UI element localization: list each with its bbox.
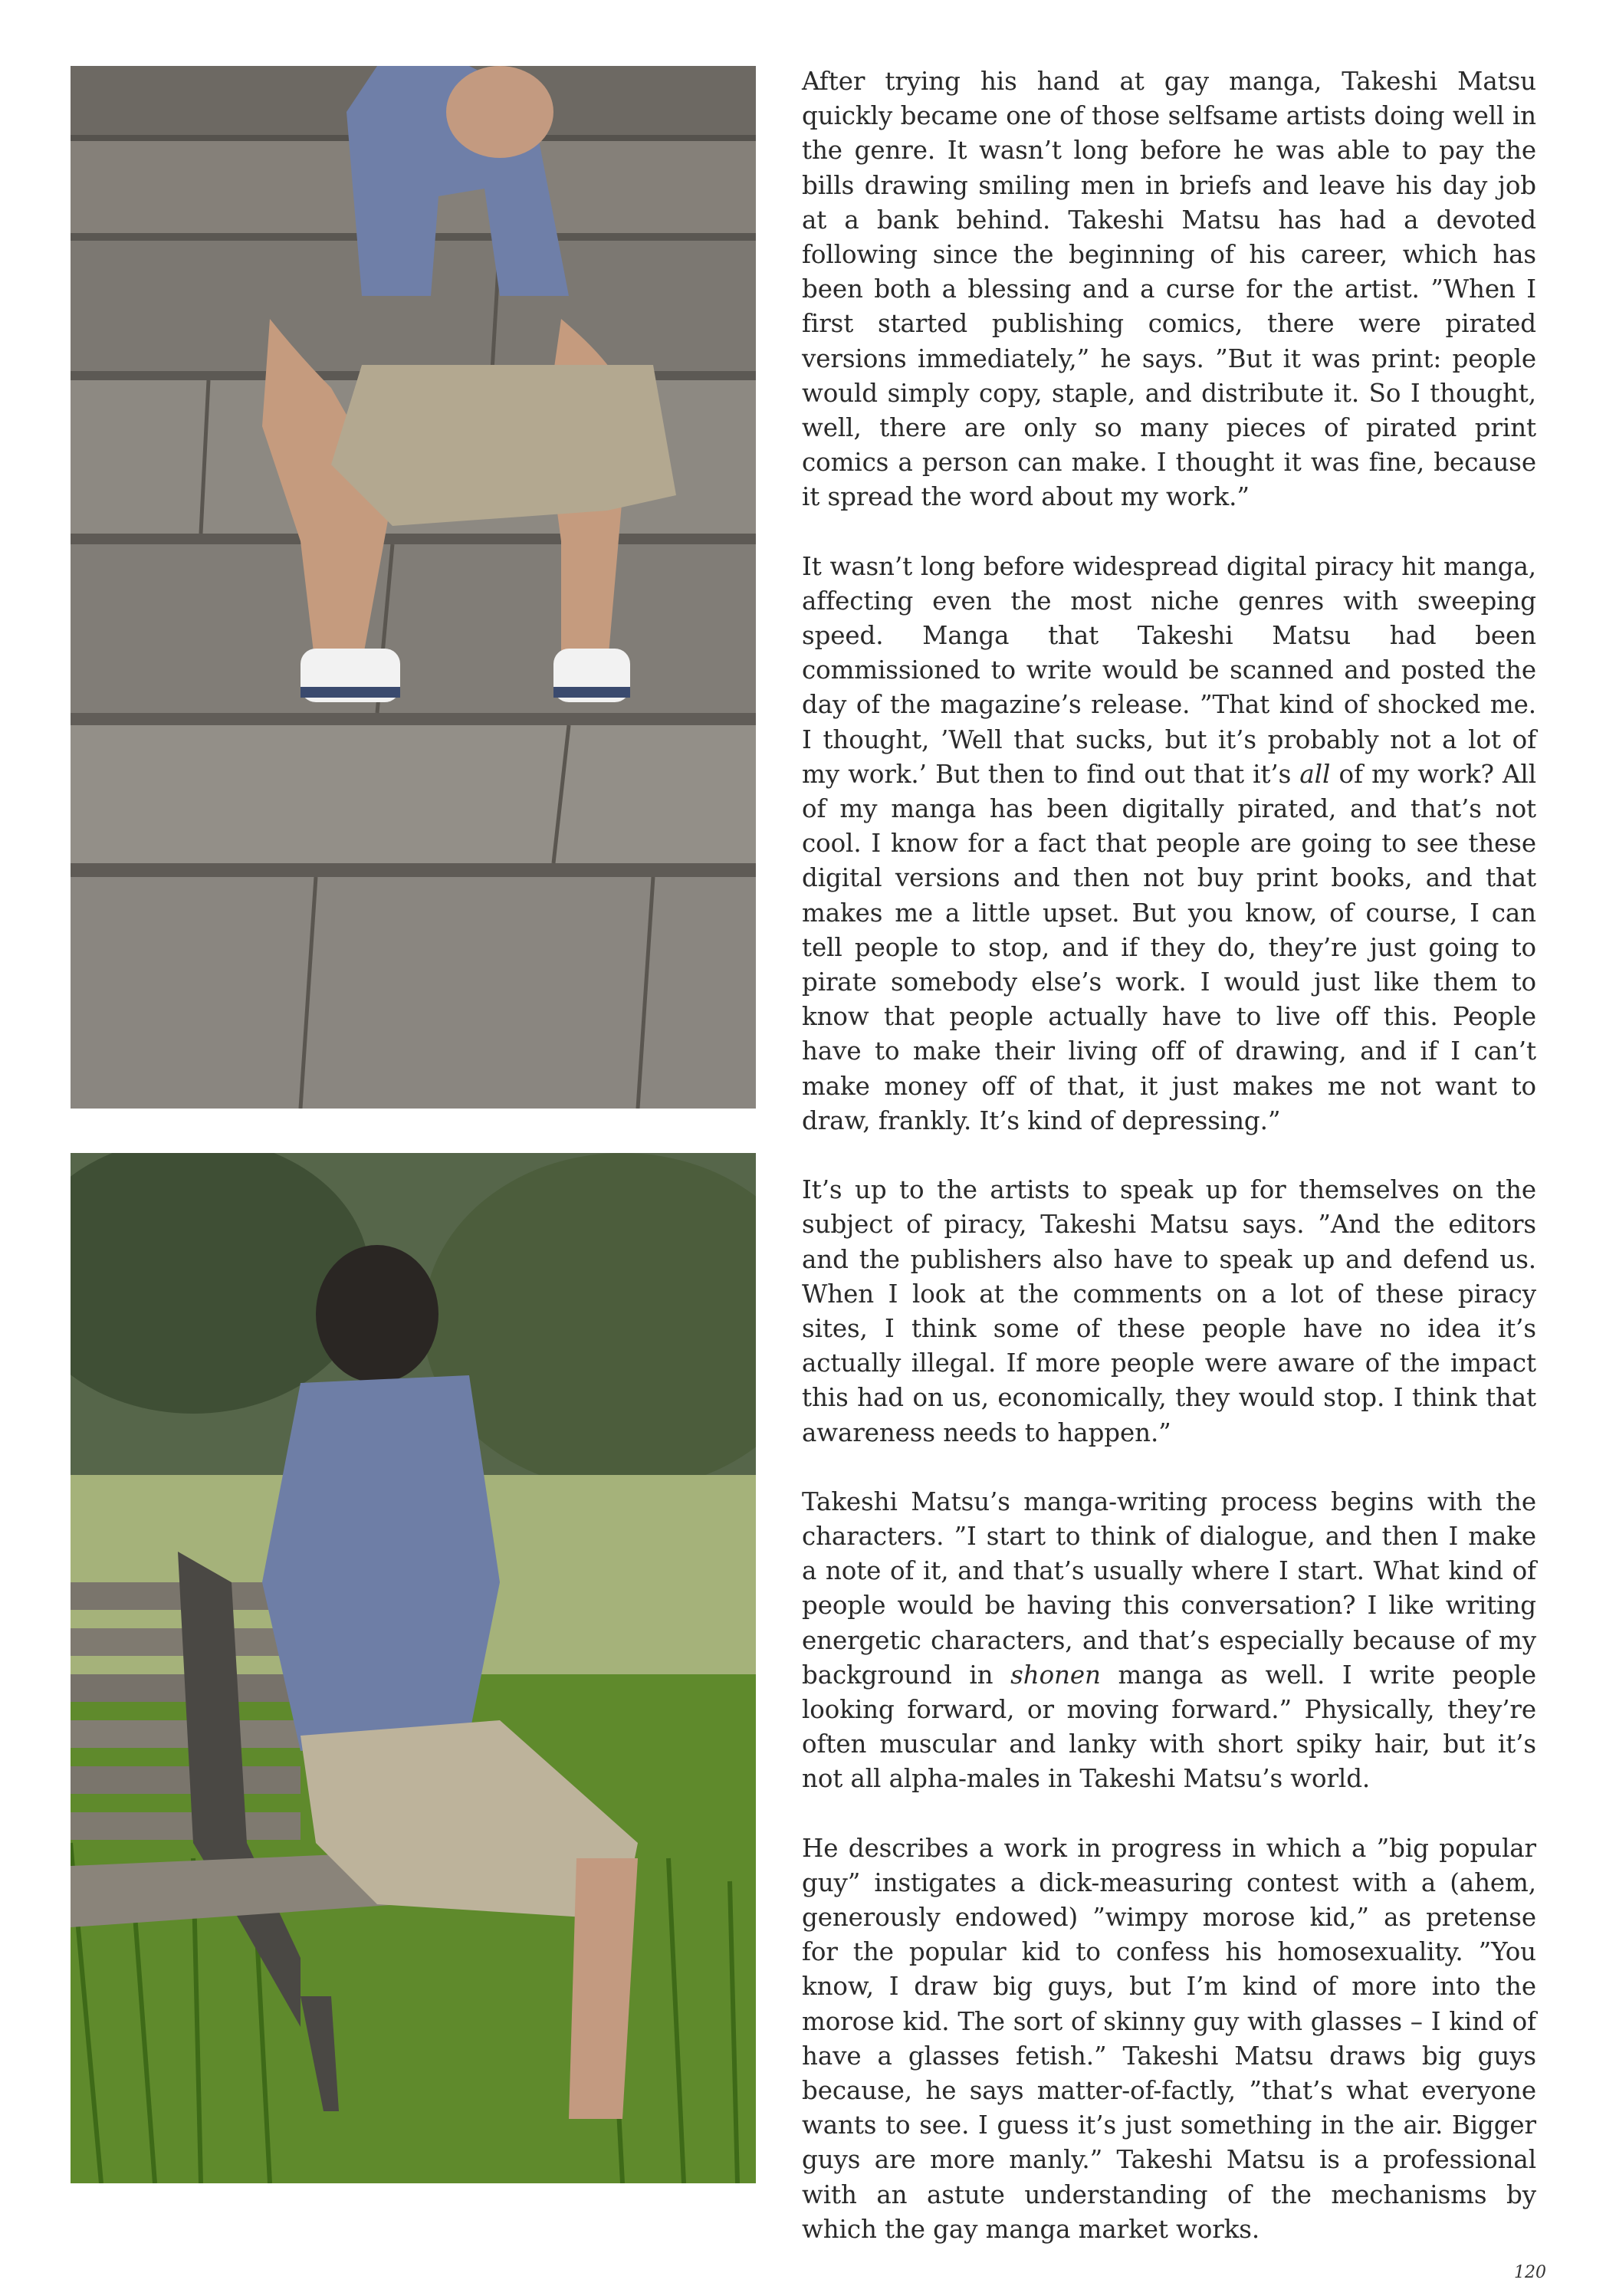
photo-man-on-bench — [71, 1153, 756, 2183]
article-body — [802, 64, 1536, 2247]
photo-man-on-steps — [71, 66, 756, 1109]
page-number: 120 — [1514, 2263, 1546, 2282]
paragraph-3: It’s up to the artists to speak up for themselves on the subject of piracy, Takeshi Matsu says. ”And the editors and the publishers also have to speak up and defend us. When I look at the comments on a lot of these piracy sites, I think some of these people have no idea it’s actually illegal. If more people were aware of the impact this had on us, economically, they would stop. I think that awareness needs to happen.” — [802, 1175, 1536, 1447]
paragraph-1: After trying his hand at gay manga, Takeshi Matsu quickly became one of those selfsame artists doing well in the genre. It wasn’t long before he was able to pay the bills drawing smiling men in briefs and leave his day job at a bank behind. Takeshi Matsu has had a devoted following since the beginning of his career, which has been both a blessing and a curse for the artist. ”When I first started publishing comics, there were pirated versions immediately,” he says. ”But it was print: people would simply copy, staple, and distribute it. So I thought, well, there are only so many pieces of pirated print comics a person can make. I thought it was fine, because it spread the word about my work.” — [802, 67, 1536, 512]
park-bench-photo-icon — [71, 1153, 756, 2183]
paragraph-2: It wasn’t long before widespread digital piracy hit manga, affecting even the most niche genres with sweeping speed. Manga that Takeshi Matsu had been commissioned to write would be scanned and posted the day of the magazine’s release. ”That kind of shocked me. I thought, ’Well that sucks, but it’s probably not a lot of my work.’ But then to find out that it’s all of my work? All of my manga has been digitally pirated, and that’s not cool. I know for a fact that people are going to see these digital versions and then not buy print books, and that makes me a little upset. But you know, of course, I can tell people to stop, and if they do, they’re just going to pirate somebody else’s work. I would just like them to know that people actually have to live off this. People have to make their living off of drawing, and if I can’t make money off of that, it just makes me not want to draw, frankly. It’s kind of depressing.” — [802, 551, 1536, 1135]
emphasis-all: all — [1299, 759, 1331, 789]
paragraph-5: He describes a work in progress in which a ”big popular guy” instigates a dick-measuring contest with a (ahem, generously endowed) ”wimpy morose kid,” as pretense for the popular kid to confess his homosexuality. ”You know, I draw big guys, but I’m kind of more into the morose kid. The sort of skinny guy with glasses – I kind of have a glasses fetish.” Takeshi Matsu draws big guys because, he says matter-of-factly, ”that’s what everyone wants to see. I guess it’s just something in the air. Bigger guys are more manly.” Takeshi Matsu is a professional with an astute understanding of the mechanisms by which the gay manga market works. — [802, 1833, 1536, 2244]
emphasis-shonen: shonen — [1010, 1660, 1101, 1690]
paragraph-4: Takeshi Matsu’s manga-writing process begins with the characters. ”I start to think of dialogue, and then I make a note of it, and that’s usually where I start. What kind of people would be having this conversation? I like writing energetic characters, and that’s especially because of my background in shonen manga as well. I write people looking forward, or moving forward.” Physically, they’re often muscular and lanky with short spiky hair, but it’s not all alpha-males in Takeshi Matsu’s world. — [802, 1486, 1536, 1794]
stone-steps-photo-icon — [71, 66, 756, 1109]
